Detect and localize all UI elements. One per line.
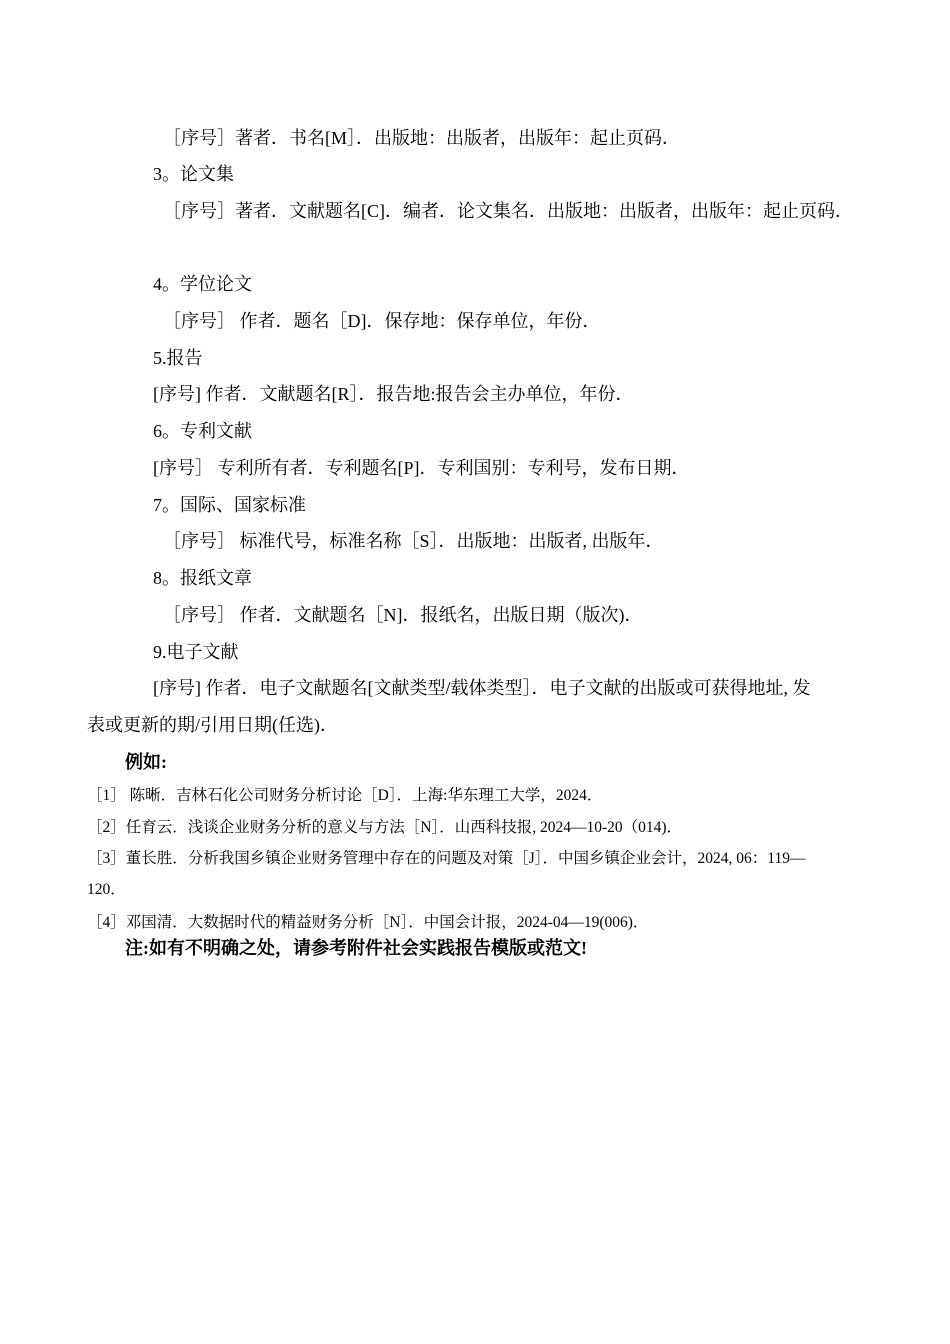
format-book: ［序号］著者．书名[M］．出版地：出版者，出版年：起止页码． <box>163 128 680 148</box>
heading-standard: 7。国际、国家标准 <box>153 495 306 515</box>
format-electronic-cont: 表或更新的期/引用日期(任选)． <box>87 715 338 735</box>
format-report: [序号] 作者．文献题名[R］．报告地:报告会主办单位，年份． <box>153 384 634 404</box>
example-item-cont: 120． <box>87 881 126 898</box>
example-heading: 例如: <box>125 752 167 772</box>
example-item: ［1］ 陈晰．吉林石化公司财务分析讨论［D］．上海:华东理工大学，2024． <box>87 787 603 804</box>
heading-proceedings: 3。论文集 <box>153 164 234 184</box>
heading-electronic: 9.电子文献 <box>153 642 239 662</box>
format-newspaper: ［序号］ 作者．文献题名［N]．报纸名，出版日期（版次)． <box>163 605 643 625</box>
example-item: ［4］邓国清．大数据时代的精益财务分析［N］．中国会计报，2024-04—19(006)． <box>87 914 649 931</box>
heading-patent: 6。专利文献 <box>153 421 252 441</box>
heading-newspaper: 8。报纸文章 <box>153 568 252 588</box>
format-electronic: [序号] 作者．电子文献题名[文献类型/载体类型］．电子文献的出版或可获得地址, 发 <box>153 678 811 698</box>
heading-thesis: 4。学位论文 <box>153 274 252 294</box>
example-item: ［2］任育云．浅谈企业财务分析的意义与方法［N］．山西科技报, 2024—10-20（014)． <box>87 819 683 836</box>
heading-report: 5.报告 <box>153 348 203 368</box>
format-thesis: ［序号］ 作者．题名［D]．保存地：保存单位，年份． <box>163 311 601 331</box>
format-standard: ［序号］ 标准代号，标准名称［S］．出版地：出版者, 出版年． <box>163 531 664 551</box>
note: 注:如有不明确之处，请参考附件社会实践报告模版或范文! <box>125 938 587 958</box>
example-item: ［3］董长胜．分析我国乡镇企业财务管理中存在的问题及对策［J］．中国乡镇企业会计，2024, 06：119— <box>87 850 806 867</box>
format-proceedings: ［序号］著者．文献题名[C]．编者．论文集名．出版地：出版者，出版年：起止页码． <box>163 201 853 221</box>
format-patent: [序号］ 专利所有者．专利题名[P]．专利国别：专利号，发布日期． <box>153 458 690 478</box>
